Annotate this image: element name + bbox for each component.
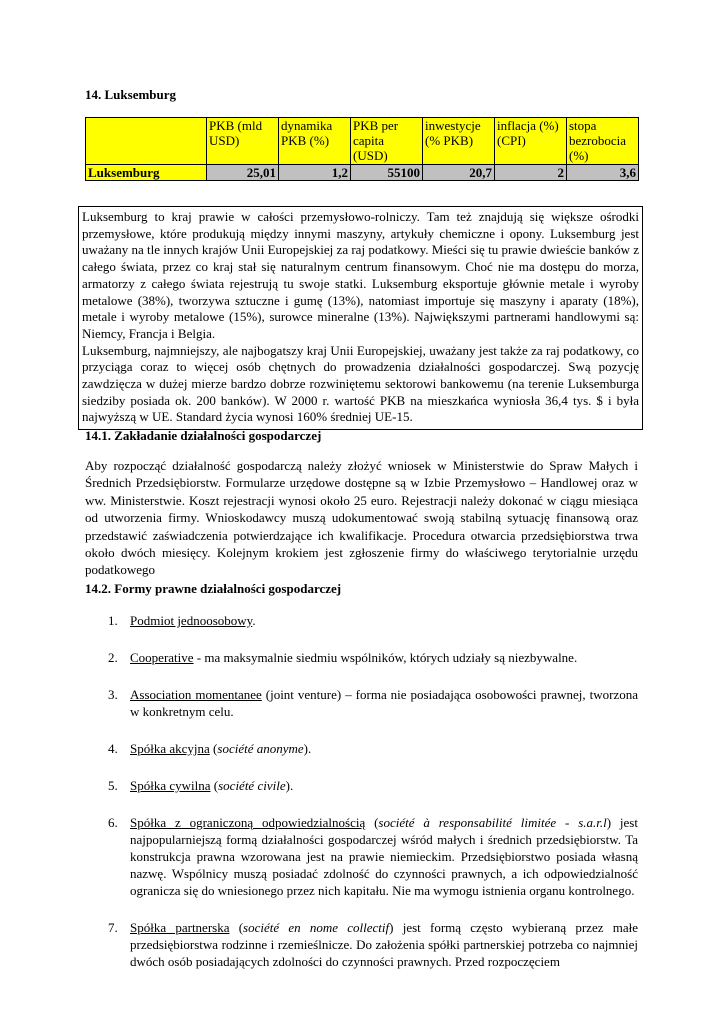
- list-item: 6. Spółka z ograniczoną odpowiedzialnością (société à responsabilité limitée - s.a.r.l) jest najpopularniejszą formą działalności gospodarczej wśród małych i średnich przedsiębiorstw. Ta konstrukcja prawna wzorowana jest na prawie niemieckim. Przedsiębiorstwo posiada własną nazwę. Wspólnicy muszą posiadać zdolność do czynności prawnych, a ich odpowiedzialność ogranicza się do wniesionego przez nich kapitału. Nie ma wymogu istnienia organu kontrolnego.: [108, 815, 638, 898]
- subsection-text: Aby rozpocząć działalność gospodarczą należy złożyć wniosek w Ministerstwie do Spraw Małych i Średnich Przedsiębiorstw. Formularze urzędowe dostępne są w Izbie Przemysłowo – Handlowej oraz w ww. Ministerstwie. Koszt rejestracji wynosi około 25 euro. Rejestracji należy dokonać w ciągu miesiąca od utworzenia firmy. Wnioskodawcy muszą udokumentować swoją stabilną sytuację finansową oraz przedstawić zaświadczenia potwierdzające ich kwalifikacje. Procedura otwarcia przedsiębiorstwa trwa około dwóch miesięcy. Kolejnym krokiem jest zgłoszenie firmy do właściwego terytorialnie urzędu podatkowego: [85, 458, 638, 578]
- list-item: 4. Spółka akcyjna (société anonyme).: [108, 741, 312, 756]
- table-cell: 1,2: [279, 165, 351, 181]
- table-header-cell: PKB per capita (USD): [351, 118, 423, 165]
- list-item: 1. Podmiot jednoosobowy.: [108, 613, 256, 628]
- description-paragraph: Luksemburg, najmniejszy, ale najbogatszy kraj Unii Europejskiej, uważany jest także za raj podatkowy, co przyciąga coraz to więcej osób chętnych do prowadzenia działalności gospodarczej. Swą pozycję zawdzięcza w dużej mierze bardzo dobrze rozwiniętemu sektorowi bankowemu (na terenie Luksemburga siedziby posiada ok. 200 banków). W 2000 r. wartość PKB na mieszkańca wyniosła 36,4 tys. $ i była najwyższą w UE. Standard życia wynosi 160% średniej UE-15.: [82, 342, 639, 425]
- legal-forms-list: [85, 612, 638, 990]
- subsection-title: 14.1. Zakładanie działalności gospodarczej: [85, 428, 322, 443]
- table-header-cell: inwestycje (% PKB): [423, 118, 495, 165]
- table-header-cell: stopa bezrobocia (%): [567, 118, 639, 165]
- table-header-cell: inflacja (%) (CPI): [495, 118, 567, 165]
- table-header-cell: [86, 118, 207, 165]
- table-header-cell: PKB (mld USD): [207, 118, 279, 165]
- list-item: 5. Spółka cywilna (société civile).: [108, 778, 294, 793]
- table-header-cell: dynamika PKB (%): [279, 118, 351, 165]
- table-cell: 25,01: [207, 165, 279, 181]
- country-description-box: [78, 206, 643, 430]
- table-row: [86, 165, 639, 181]
- list-item: 3. Association momentanee (joint venture) – forma nie posiadająca osobowości prawnej, tworzona w konkretnym celu.: [108, 687, 638, 719]
- table-cell: 55100: [351, 165, 423, 181]
- table-cell: 20,7: [423, 165, 495, 181]
- list-item: 7. Spółka partnerska (société en nome collectif) jest formą często wybieraną przez małe przedsiębiorstwa rodzinne i rzemieślnicze. Do założenia spółki partnerskiej potrzeba co najmniej dwóch osób posiadających zdolności do czynności prawnych. Przed rozpoczęciem: [108, 920, 638, 969]
- description-paragraph: Luksemburg to kraj prawie w całości przemysłowo-rolniczy. Tam też znajdują się większe ośrodki przemysłowe, które produkują między innymi maszyny, artykuły chemiczne i opony. Luksemburg jest uważany na tle innych krajów Unii Europejskiej za raj podatkowy. Mieści się tu prawie dwieście banków z całego świata, przez co kraj stał się naturalnym centrum finansowym. Choć nie ma dostępu do morza, armatorzy z całego świata rejestrują tu swoje statki. Luksemburg eksportuje głównie metale i wyroby metalowe (38%), tworzywa sztuczne i gumę (13%), natomiast importuje się maszyny i aparaty (18%), metale i wyroby metalowe (15%), surowce mineralne (13%). Największymi partnerami handlowymi są: Niemcy, Francja i Belgia.: [82, 209, 639, 341]
- country-cell: Luksemburg: [86, 165, 207, 181]
- table-cell: 3,6: [567, 165, 639, 181]
- table-header-row: [86, 118, 639, 165]
- table-cell: 2: [495, 165, 567, 181]
- section-title: 14. Luksemburg: [85, 87, 177, 102]
- economic-indicators-table: [85, 117, 639, 181]
- list-item: 2. Cooperative - ma maksymalnie siedmiu wspólników, których udziały są niezbywalne.: [108, 650, 578, 665]
- subsection-title: 14.2. Formy prawne działalności gospodarczej: [85, 581, 342, 596]
